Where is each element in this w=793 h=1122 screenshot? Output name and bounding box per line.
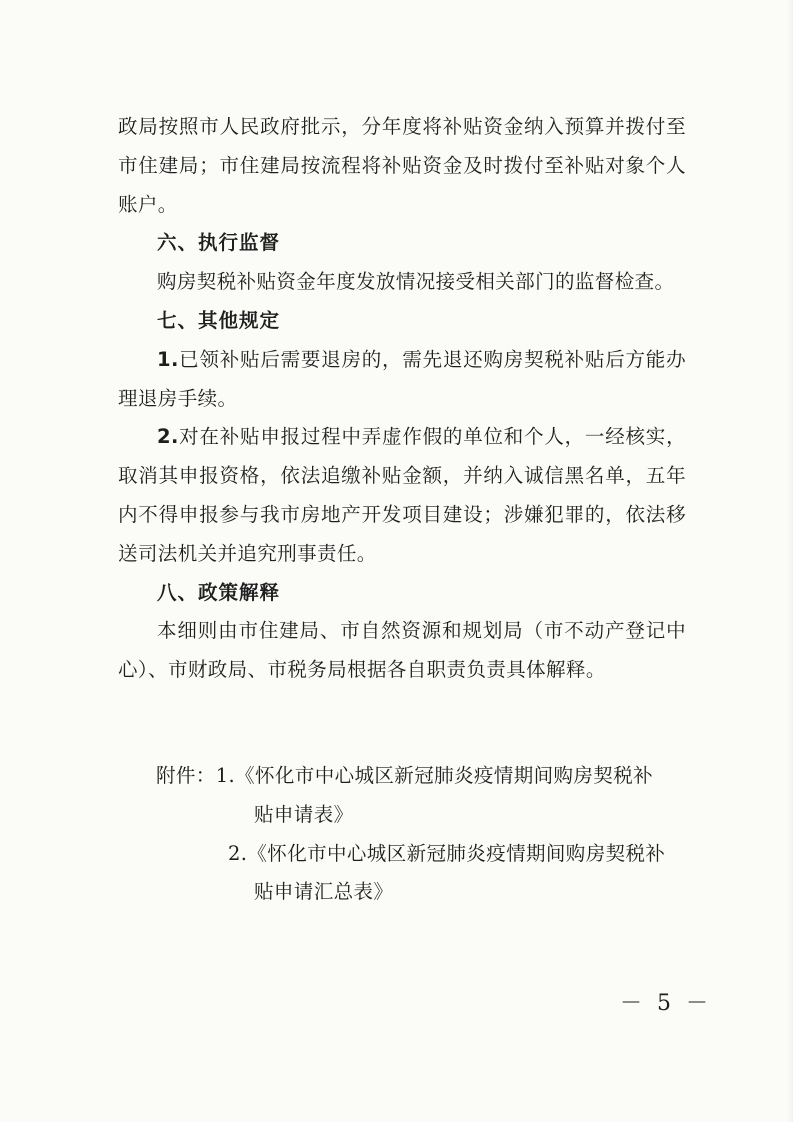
paragraph-rule-2: [118, 418, 686, 573]
paragraph-rule-1: [118, 341, 686, 419]
attachment-number: 1.: [215, 764, 236, 787]
attachment-item: [156, 757, 696, 835]
rule-text: 对在补贴申报过程中弄虚作假的单位和个人，一经核实，取消其申报资格，依法追缴补贴金额，并纳入诚信黑名单，五年内不得申报参与我市房地产开发项目建设；涉嫌犯罪的，依法移送司法机关并追究刑事责任。: [118, 425, 686, 565]
attachment-title: 《怀化市中心城区新冠肺炎疫情期间购房契税补: [235, 764, 654, 787]
paragraph-interpretation: 本细则由市住建局、市自然资源和规划局（市不动产登记中心）、市财政局、市税务局根据各自职责负责具体解释。: [118, 619, 686, 682]
rule-number: 2.: [157, 425, 179, 449]
paragraph-budget-transfer: 政局按照市人民政府批示，分年度将补贴资金纳入预算并拨付至市住建局；市住建局按流程将补贴资金及时拨付至补贴对象个人账户。: [118, 115, 686, 216]
page-number: － 5 －: [620, 991, 712, 1016]
heading-policy-interpretation: 八、政策解释: [157, 580, 281, 604]
heading-supervision: 六、执行监督: [157, 231, 281, 255]
scan-edge-shadow: [787, 0, 793, 1122]
rule-text: 已领补贴后需要退房的，需先退还购房契税补贴后方能办理退房手续。: [118, 347, 686, 410]
document-body: [118, 108, 686, 690]
attachment-line: [156, 835, 696, 874]
attachment-title-continued: 贴申请表》: [254, 802, 354, 826]
attachment-number: 2.: [228, 841, 248, 865]
attachment-title: 《怀化市中心城区新冠肺炎疫情期间购房契税补: [247, 841, 666, 865]
attachments-list: [156, 757, 696, 912]
attachments-label: 附件：: [156, 764, 216, 787]
paragraph-supervision: 购房契税补贴资金年度发放情况接受相关部门的监督检查。: [157, 270, 675, 294]
attachment-title-continued: 贴申请汇总表》: [254, 880, 394, 904]
heading-other-rules: 七、其他规定: [157, 308, 281, 332]
attachment-item: [156, 835, 696, 913]
attachment-line: [156, 757, 696, 796]
rule-number: 1.: [157, 347, 179, 371]
